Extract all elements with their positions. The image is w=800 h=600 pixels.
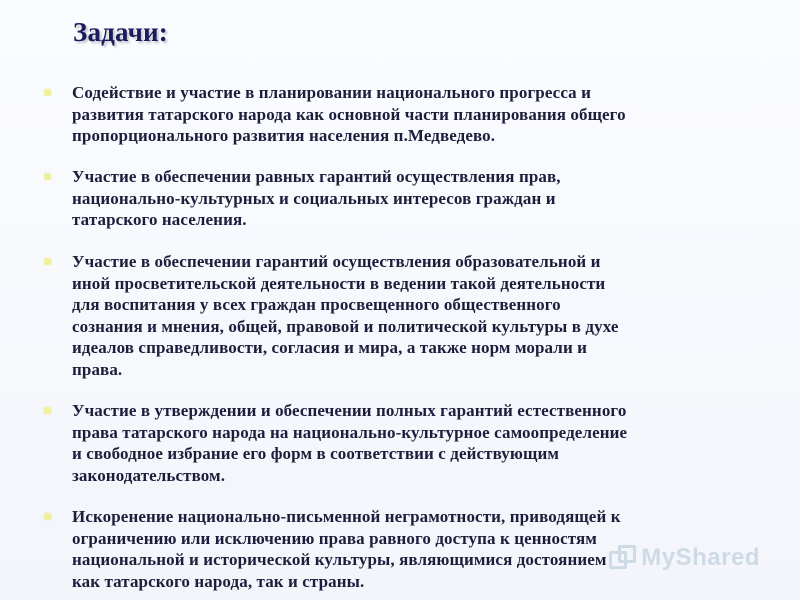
task-text-3: Участие в обеспечении гарантий осуществления образовательной и иной просветительской деятельности в ведении такой деятельности для воспитания у всех граждан просвещенного общественного сознания и мнения, общей, правовой и политической культуры в духе идеалов справедливости, согласия и мира, а также норм морали и права. [72, 252, 619, 379]
bullet-icon [44, 513, 51, 520]
watermark-text: MyShared [641, 544, 760, 571]
task-item-3 [0, 251, 760, 381]
task-item-4 [0, 400, 760, 486]
bullet-icon [44, 258, 51, 265]
task-item-5 [0, 506, 760, 592]
bullet-icon [44, 407, 51, 414]
task-item-2 [0, 166, 760, 232]
bullet-icon [44, 89, 51, 96]
task-text-1: Содействие и участие в планировании национального прогресса и развития татарского народа как основной части планирования общего пропорционального развития населения п.Медведево. [72, 83, 626, 145]
task-item-1 [0, 82, 760, 148]
task-text-2: Участие в обеспечении равных гарантий осуществления прав, национально-культурных и социальных интересов граждан и татарского населения. [72, 167, 561, 229]
task-text-5: Искоренение национально-письменной неграмотности, приводящей к ограничению или исключению права равного доступа к ценностям национальной и исторической культуры, являющимися достоянием как татарского народа, так и страны. [72, 507, 621, 591]
bullet-icon [44, 173, 51, 180]
slide-title: Задачи: [73, 17, 169, 47]
task-text-4: Участие в утверждении и обеспечении полных гарантий естественного права татарского народа на национально-культурное самоопределение и свободное избрание его форм в соответствии с действующим законодательством. [72, 401, 628, 485]
